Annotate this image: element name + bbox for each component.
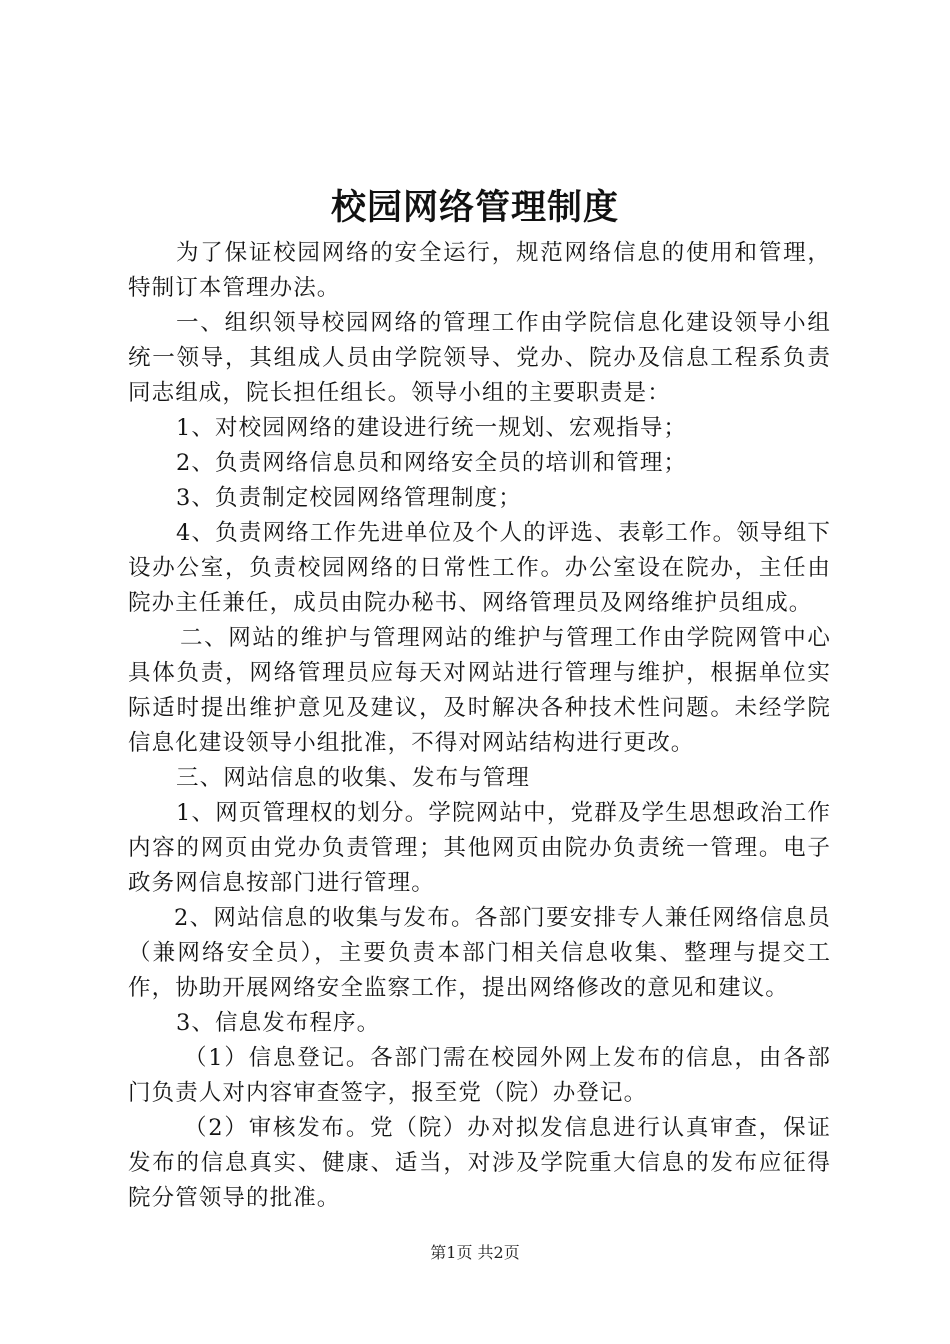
paragraph-item-3: 3、负责制定校园网络管理制度； (176, 485, 522, 511)
document-title: 校园网络管理制度 (330, 187, 619, 228)
document-body (128, 236, 831, 1216)
paragraph-section-3-item-3: 3、信息发布程序。 (176, 1010, 381, 1036)
page-footer: 第1页 共2页 (430, 1243, 520, 1262)
paragraph-subitem-2: （2）审核发布。党（院）办对拟发信息进行认真审查，保证发布的信息真实、健康、适当，对涉及学院重大信息的发布应征得院分管领导的批准。 (128, 1115, 831, 1211)
paragraph-section-3-item-2: 2、网站信息的收集与发布。各部门要安排专人兼任网络信息员（兼网络安全员），主要负责本部门相关信息收集、整理与提交工作，协助开展网络安全监察工作，提出网络修改的意见和建议。 (128, 905, 831, 1001)
paragraph-item-1: 1、对校园网络的建设进行统一规划、宏观指导； (176, 415, 688, 441)
paragraph-section-3-item-1: 1、网页管理权的划分。学院网站中，党群及学生思想政治工作内容的网页由党办负责管理；其他网页由院办负责统一管理。电子政务网信息按部门进行管理。 (128, 800, 831, 896)
paragraph-item-4: 4、负责网络工作先进单位及个人的评选、表彰工作。领导组下设办公室，负责校园网络的日常性工作。办公室设在院办，主任由院办主任兼任，成员由院办秘书、网络管理员及网络维护员组成。 (128, 520, 831, 616)
paragraph-subitem-1: （1）信息登记。各部门需在校园外网上发布的信息，由各部门负责人对内容审查签字，报至党（院）办登记。 (128, 1045, 831, 1106)
paragraph-section-1: 一、组织领导校园网络的管理工作由学院信息化建设领导小组统一领导，其组成人员由学院领导、党办、院办及信息工程系负责同志组成，院长担任组长。领导小组的主要职责是： (128, 310, 831, 406)
paragraph-intro: 为了保证校园网络的安全运行，规范网络信息的使用和管理，特制订本管理办法。 (128, 240, 831, 301)
paragraph-section-3: 三、网站信息的收集、发布与管理 (176, 765, 531, 791)
paragraph-item-2: 2、负责网络信息员和网络安全员的培训和管理； (176, 450, 688, 476)
paragraph-section-2: 二、网站的维护与管理网站的维护与管理工作由学院网管中心具体负责，网络管理员应每天对网站进行管理与维护，根据单位实际适时提出维护意见及建议，及时解决各种技术性问题。未经学院信息化建设领导小组批准，不得对网站结构进行更改。 (128, 625, 831, 756)
